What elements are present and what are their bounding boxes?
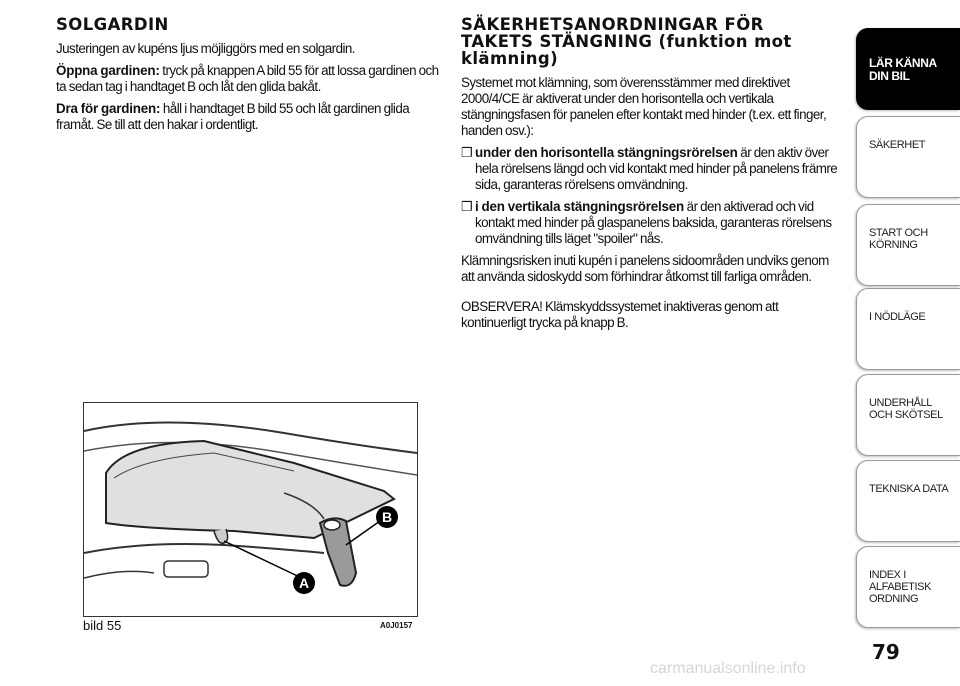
open-curtain-paragraph (56, 63, 446, 95)
tab-label: SÄKERHET (869, 139, 926, 151)
page-number: 79 (872, 640, 900, 664)
note-paragraph: OBSERVERA! Klämskyddssystemet inaktiveras genom att kontinuerligt trycka på knapp B. (461, 299, 779, 330)
close-curtain-text: håll i handtaget B bild 55 och låt gardinen glida framåt. Se till att den hakar i ordentligt. (56, 101, 410, 132)
tab-label: UNDERHÅLL OCH SKÖTSEL (869, 397, 943, 421)
sunshade-illustration (83, 402, 418, 617)
tab-tekniska-data[interactable] (856, 460, 960, 542)
tab-label: I NÖDLÄGE (869, 311, 926, 323)
section-heading-safety: SÄKERHETSANORDNINGAR FÖR TAKETS STÄNGNING (funktion mot klämning) (461, 15, 792, 68)
callout-b-label: B (381, 509, 393, 525)
bullet-item (461, 145, 841, 193)
bullet-item (461, 199, 841, 247)
open-curtain-label: Öppna gardinen: (56, 63, 160, 78)
safety-intro-paragraph: Systemet mot klämning, som överensstämmer med direktivet 2000/4/CE är aktiverat under den horisontella och vertikala stängningsfasen för panelen efter kontakt med hinder (t.ex. ett finger, handen osv.): (461, 75, 827, 138)
tab-lar-kanna-din-bil[interactable] (856, 28, 960, 110)
bullet-text: är den aktiverad och vid kontakt med hinder på glaspanelens baksida, garanteras rörelsens omvändning tills läget "spoiler" nås. (475, 199, 832, 246)
tab-label: LÄR KÄNNA DIN BIL (869, 56, 937, 83)
tab-start-och-korning[interactable] (856, 204, 960, 286)
watermark: carmanualsonline.info (650, 660, 806, 677)
close-curtain-label: Dra för gardinen: (56, 101, 161, 116)
tab-underhall-och-skotsel[interactable] (856, 374, 960, 456)
tab-index[interactable] (856, 546, 960, 628)
left-column (56, 16, 446, 139)
tab-label: START OCH KÖRNING (869, 227, 928, 251)
tab-label: INDEX I ALFABETISK ORDNING (869, 569, 932, 605)
bullet-text: är den aktiv över hela rörelsens längd och vid kontakt med hinder på panelens främre sida, garanteras rörelsens omvändning. (475, 145, 838, 192)
callout-a-label: A (298, 575, 310, 591)
section-heading-solgardin: SOLGARDIN (56, 15, 169, 34)
tab-label: TEKNISKA DATA (869, 483, 949, 495)
bullet-bold: i den vertikala stängningsrörelsen (475, 199, 684, 214)
side-protection-paragraph: Klämningsrisken inuti kupén i panelens sidoområden undviks genom att använda sidoskydd som förhindrar åtkomst till farliga områden. (461, 253, 829, 284)
chapter-tabs (856, 28, 960, 630)
right-column (461, 16, 841, 337)
checkbox-marker-icon: ❒ (461, 199, 473, 214)
sunshade-drawing (84, 403, 417, 616)
close-curtain-paragraph (56, 101, 446, 133)
bullet-bold: under den horisontella stängningsrörelsen (475, 145, 738, 160)
figure-code: A0J0157 (380, 621, 413, 630)
tab-sakerhet[interactable] (856, 116, 960, 198)
checkbox-marker-icon: ❒ (461, 145, 473, 160)
intro-paragraph: Justeringen av kupéns ljus möjliggörs med en solgardin. (56, 41, 355, 56)
figure-caption: bild 55 (83, 618, 122, 633)
open-curtain-text: tryck på knappen A bild 55 för att lossa gardinen och ta sedan tag i handtaget B och låt den glida bakåt. (56, 63, 439, 94)
tab-i-nodlage[interactable] (856, 288, 960, 370)
